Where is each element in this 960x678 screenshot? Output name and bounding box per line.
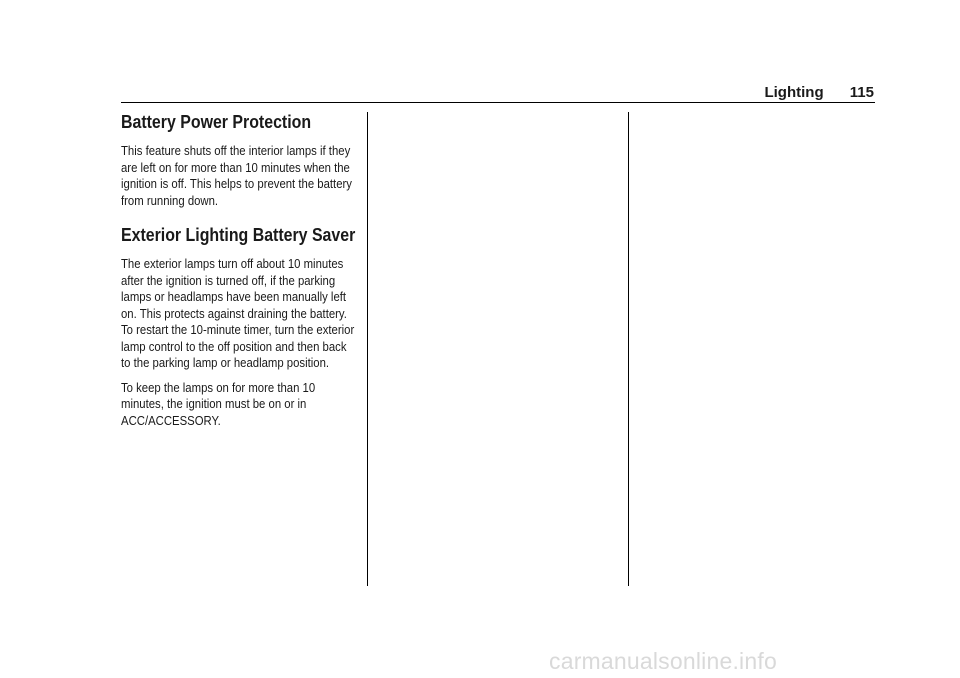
battery-power-protection-body: This feature shuts off the interior lamps if they are left on for more than 10 minutes when the ignition is off. This helps to prevent the battery from running down. — [121, 143, 352, 208]
header-rule — [121, 102, 875, 103]
column-divider-right — [628, 112, 629, 586]
section-title: Lighting — [764, 84, 824, 101]
battery-power-protection-heading: Battery Power Protection — [121, 111, 312, 132]
left-column — [121, 110, 357, 437]
column-divider-left — [367, 112, 368, 586]
exterior-lighting-paragraph-1: The exterior lamps turn off about 10 minutes after the ignition is turned off, if the parking lamps or headlamps have been manually left on. This protects against draining the battery. To restart the 10-minute timer, turn the exterior lamp control to the off position and then back to the parking lamp or headlamp position. — [121, 256, 355, 370]
page-number: 115 — [849, 84, 874, 101]
exterior-lighting-paragraph-2: To keep the lamps on for more than 10 minutes, the ignition must be on or in ACC/ACCESSORY. — [121, 379, 316, 428]
page-header — [764, 84, 874, 101]
exterior-lighting-battery-saver-heading: Exterior Lighting Battery Saver — [121, 224, 356, 245]
watermark-link[interactable]: carmanualsonline.info — [549, 648, 777, 674]
